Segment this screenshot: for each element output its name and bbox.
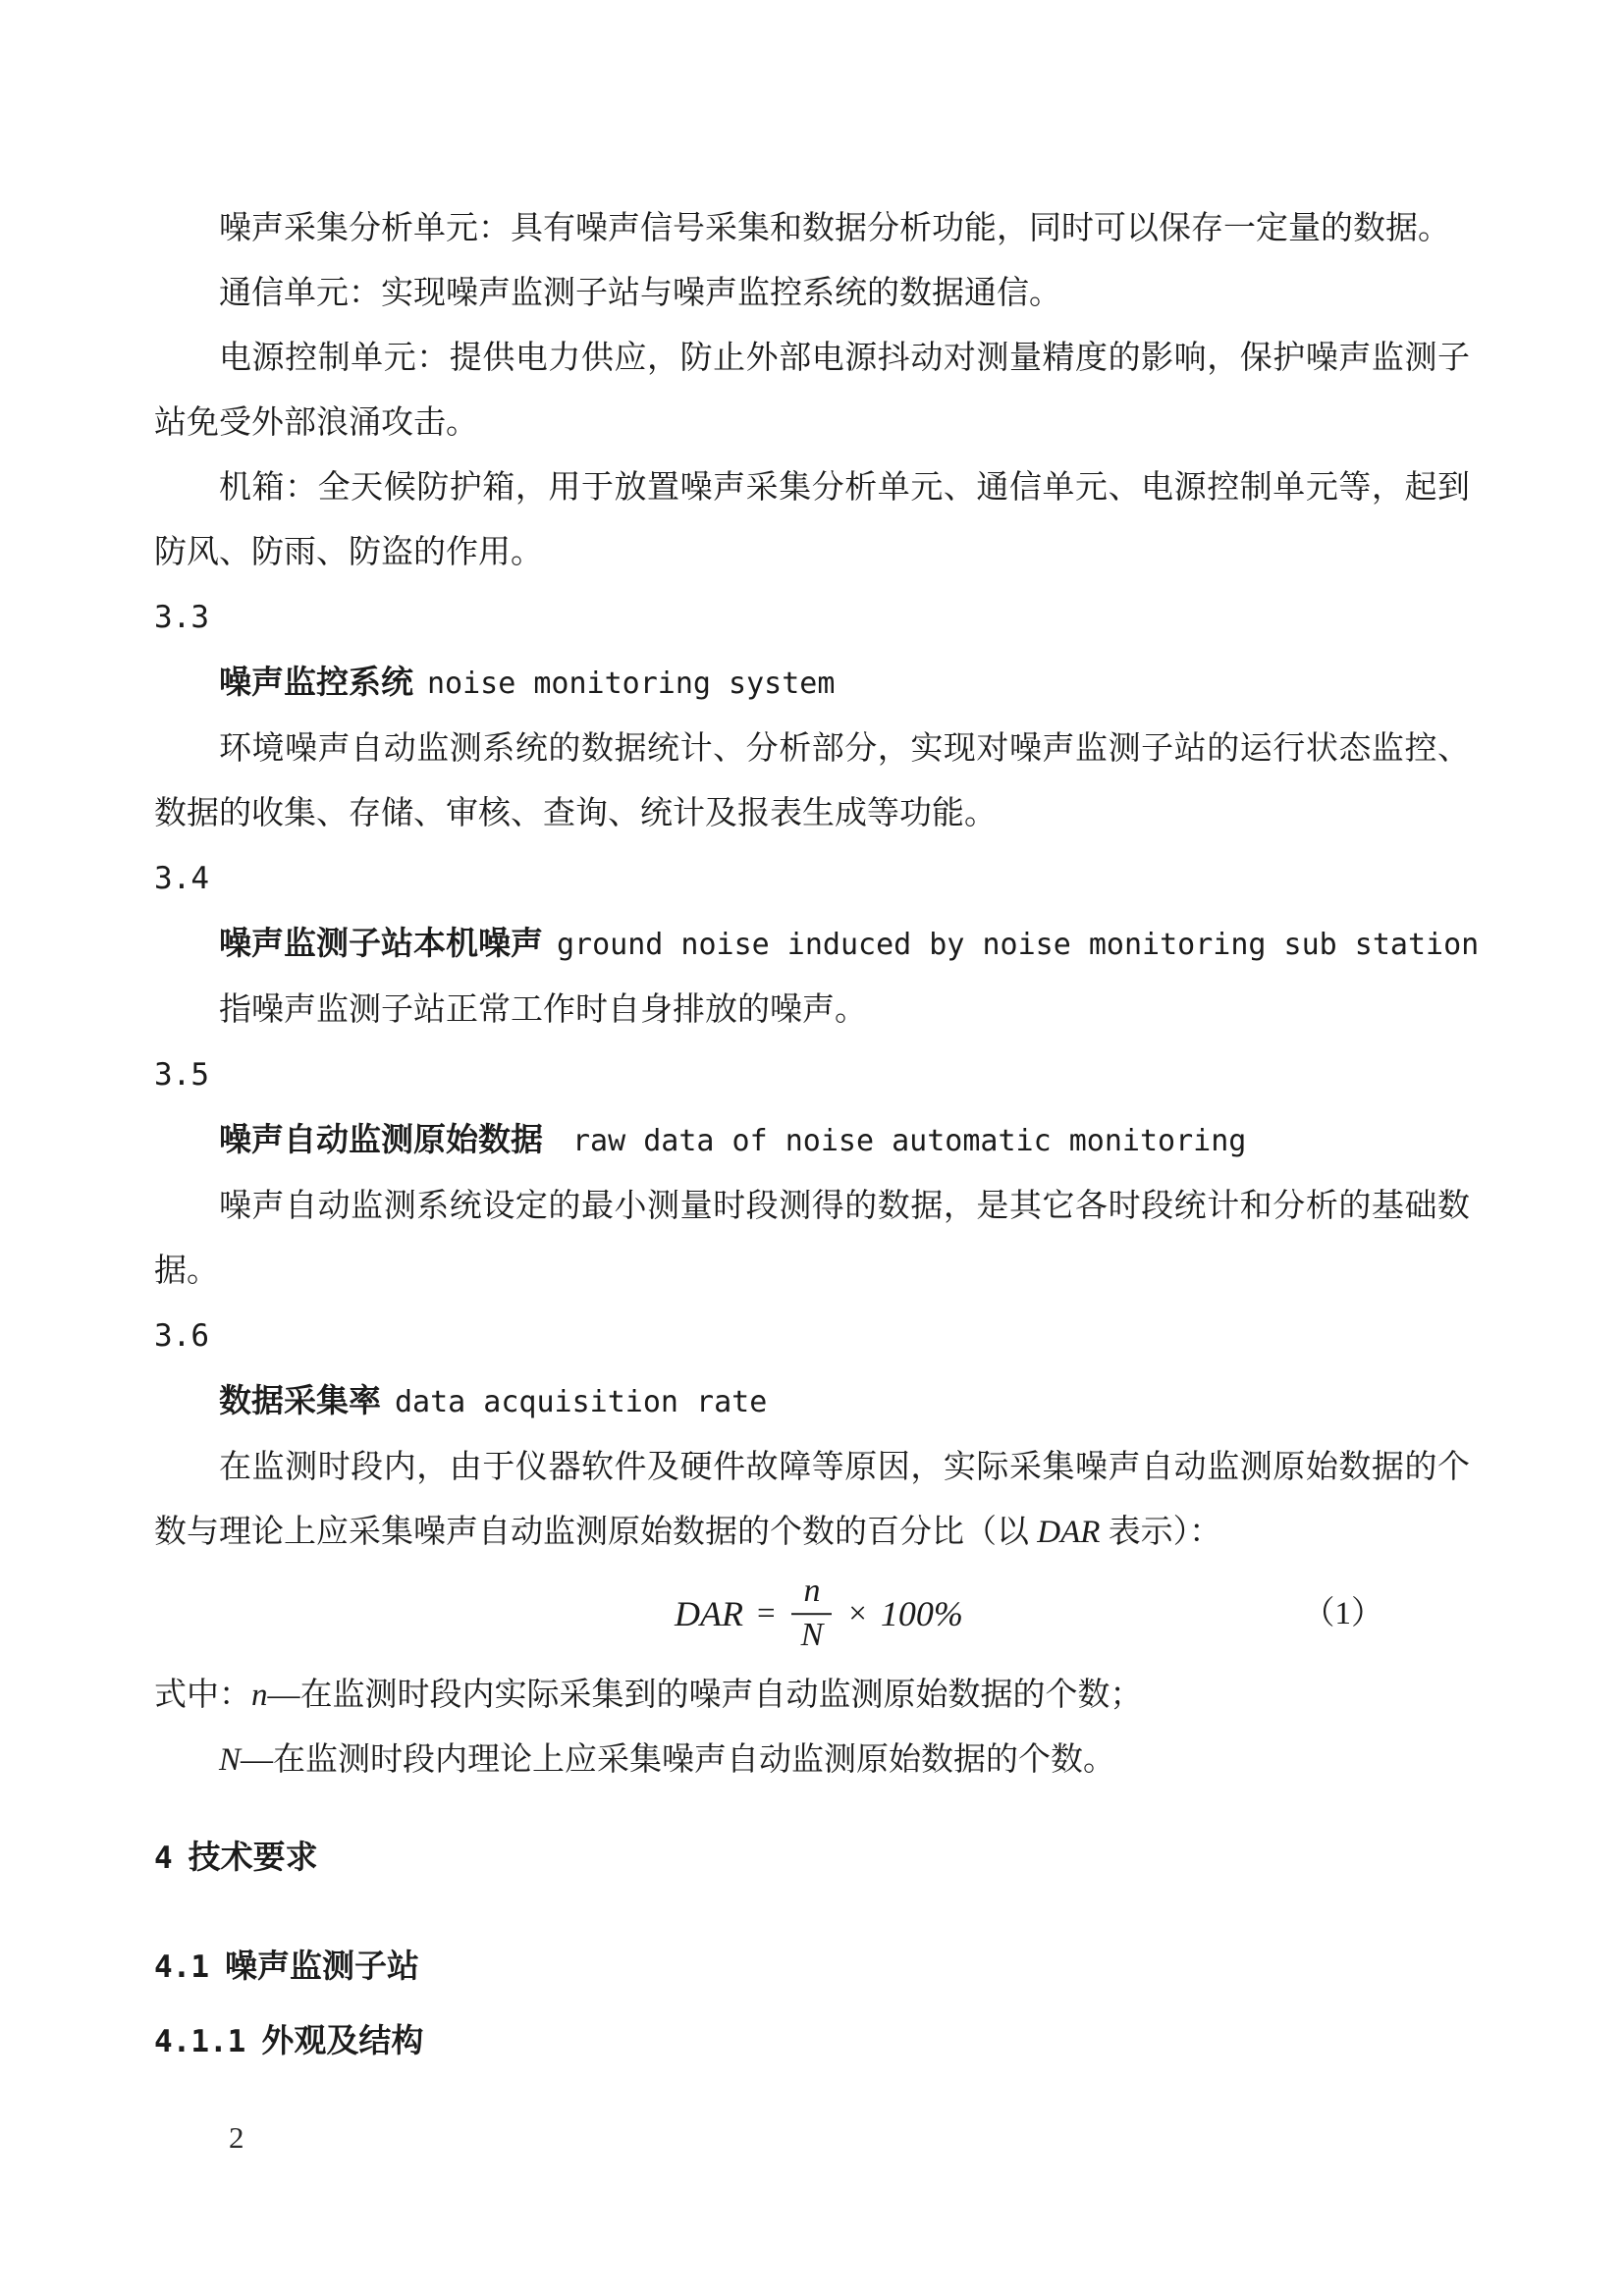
formula-dar [154, 1565, 1470, 1663]
paragraph-power-control-unit-line2: 站免受外部浪涌攻击。 [154, 405, 478, 441]
heading-text: 噪声监测子站 [225, 1948, 419, 1984]
term-zh: 噪声监测子站本机噪声 [219, 925, 543, 961]
body-text: 数与理论上应采集噪声自动监测原始数据的个数的百分比（以 [154, 1515, 1038, 1550]
fraction-denominator: N [800, 1617, 824, 1653]
heading-4-1-1-appearance-structure [154, 2008, 1470, 2074]
section-3-3-body-line1: 环境噪声自动监测系统的数据统计、分析部分，实现对噪声监测子站的运行状态监控、 [219, 731, 1470, 767]
formula-rhs: 100% [880, 1594, 963, 1633]
heading-number: 4.1.1 [154, 2024, 246, 2059]
dar-variable: DAR [1037, 1515, 1101, 1550]
paragraph-cabinet-line2: 防风、防雨、防盗的作用。 [154, 535, 543, 570]
formula-note-N [154, 1728, 1470, 1792]
paragraph-noise-collection-unit: 噪声采集分析单元：具有噪声信号采集和数据分析功能，同时可以保存一定量的数据。 [219, 211, 1450, 246]
fraction [789, 1572, 836, 1656]
paragraph-communication-unit: 通信单元：实现噪声监测子站与噪声监控系统的数据通信。 [219, 276, 1061, 311]
paragraph-power-control-unit-line1: 电源控制单元：提供电力供应，防止外部电源抖动对测量精度的影响，保护噪声监测子 [219, 341, 1470, 376]
term-heading-raw-data [154, 1107, 1470, 1174]
n-variable: n [251, 1678, 268, 1713]
section-3-6-body-line2 [154, 1500, 1470, 1565]
term-en: ground noise induced by noise monitoring sub station [557, 928, 1480, 962]
section-3-4-body-line1: 指噪声监测子站正常工作时自身排放的噪声。 [219, 992, 867, 1028]
fraction-numerator: n [791, 1572, 832, 1615]
formula-equation [675, 1572, 963, 1656]
heading-4-technical-requirements [154, 1825, 1470, 1891]
heading-text: 外观及结构 [261, 2022, 424, 2058]
term-en: data acquisition rate [395, 1385, 768, 1419]
heading-number: 4.1 [154, 1949, 209, 1985]
note-text: —在监测时段内实际采集到的噪声自动监测原始数据的个数； [267, 1678, 1143, 1713]
term-en: raw data of noise automatic monitoring [572, 1124, 1247, 1158]
formula-lhs: DAR [675, 1594, 743, 1633]
section-3-3-body-line2: 数据的收集、存储、审核、查询、统计及报表生成等功能。 [154, 796, 997, 831]
term-zh: 噪声自动监测原始数据 [219, 1121, 543, 1157]
equals-sign: = [756, 1596, 776, 1631]
formula-number: （1） [1302, 1596, 1383, 1631]
term-zh: 噪声监控系统 [219, 664, 413, 700]
section-number-3-4: 3.4 [154, 861, 209, 896]
N-variable: N [219, 1742, 242, 1778]
document-body [154, 196, 1480, 2074]
section-number-3-3: 3.3 [154, 600, 209, 635]
formula-note-n [154, 1663, 1470, 1728]
term-heading-noise-monitoring-system [154, 650, 1470, 717]
term-heading-data-acquisition-rate [154, 1368, 1470, 1435]
section-number-3-5: 3.5 [154, 1057, 209, 1093]
term-zh: 数据采集率 [219, 1382, 381, 1418]
section-3-6-body-line1: 在监测时段内，由于仪器软件及硬件故障等原因，实际采集噪声自动监测原始数据的个 [219, 1450, 1470, 1485]
page-number: 2 [229, 2120, 244, 2155]
paragraph-cabinet-line1: 机箱：全天候防护箱，用于放置噪声采集分析单元、通信单元、电源控制单元等，起到 [219, 470, 1470, 506]
heading-text: 技术要求 [188, 1839, 318, 1875]
term-heading-ground-noise [154, 911, 1480, 978]
section-3-5-body-line1: 噪声自动监测系统设定的最小测量时段测得的数据，是其它各时段统计和分析的基础数 [219, 1189, 1470, 1224]
term-en: noise monitoring system [427, 667, 836, 701]
section-3-5-body-line2: 据。 [154, 1254, 219, 1289]
note-text: —在监测时段内理论上应采集噪声自动监测原始数据的个数。 [241, 1742, 1116, 1778]
body-text: 表示）： [1100, 1515, 1222, 1550]
multiply-sign: × [848, 1596, 867, 1631]
section-number-3-6: 3.6 [154, 1318, 209, 1354]
heading-number: 4 [154, 1841, 173, 1876]
note-prefix: 式中： [154, 1678, 251, 1713]
heading-4-1-noise-monitoring-substation [154, 1934, 1470, 2000]
